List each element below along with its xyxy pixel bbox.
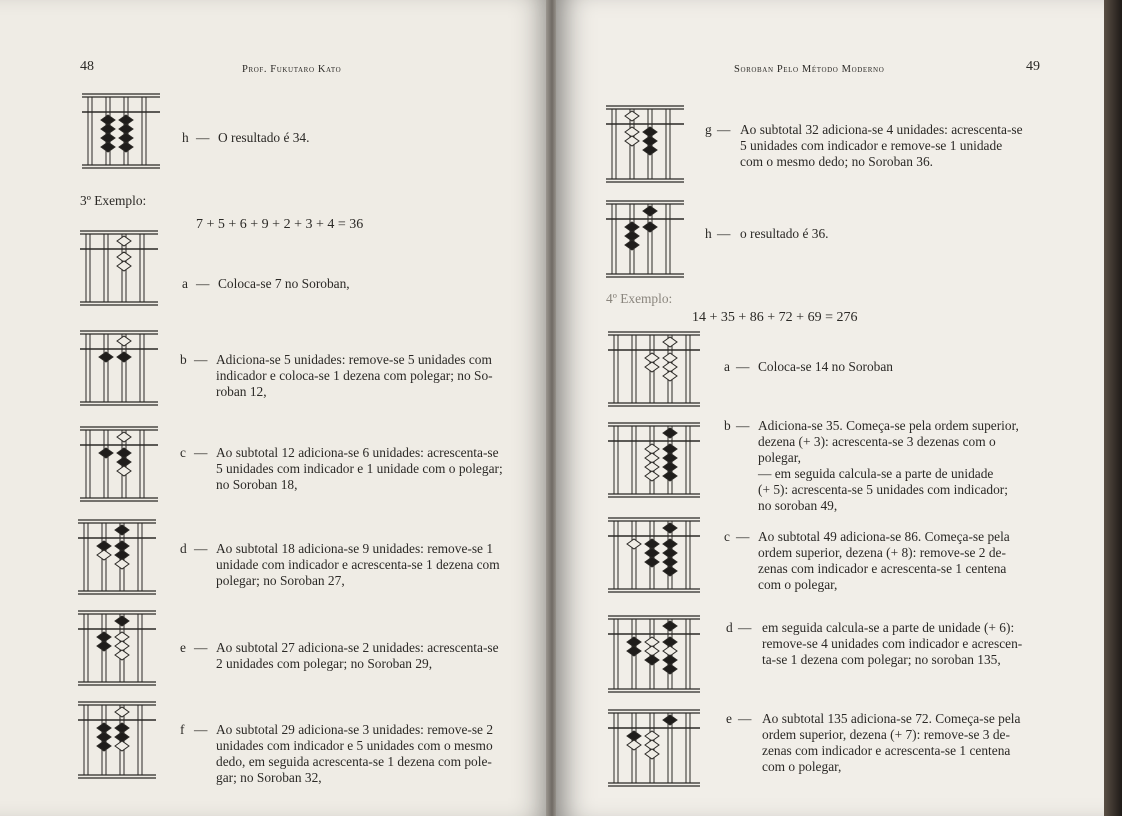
step-h-line: O resultado é 34. — [218, 130, 310, 145]
example-heading: 3º Exemplo: — [80, 193, 147, 208]
step-e-line-3: zenas com indicador e acrescenta-se 1 centena — [762, 743, 1011, 758]
step-b-line-4: — em seguida calcula-se a parte de unidade — [758, 466, 994, 481]
step-e-line-2: 2 unidades com polegar; no Soroban 29, — [216, 656, 433, 671]
page-number: 49 — [1026, 59, 1040, 74]
step-g-letter: g — [705, 122, 712, 137]
soroban-diagram-c — [608, 516, 700, 594]
step-c-line-1: Ao subtotal 49 adiciona-se 86. Começa-se pela — [758, 529, 1010, 544]
step-c-line-3: zenas com indicador e acrescenta-se 1 centena — [758, 561, 1007, 576]
soroban-diagram-h — [606, 199, 684, 279]
step-h-letter: h — [705, 226, 712, 241]
step-c-dash: — — [194, 445, 208, 460]
step-d-line-3: polegar; no Soroban 27, — [216, 573, 345, 588]
step-d-line-2: remove-se 4 unidades com indicador e acrescen- — [762, 636, 1023, 651]
example-equation: 14 + 35 + 86 + 72 + 69 = 276 — [692, 310, 858, 325]
soroban-diagram-d — [78, 518, 156, 596]
example-heading: 4º Exemplo: — [606, 291, 673, 306]
step-e-dash: — — [738, 711, 752, 726]
soroban-diagram-g — [606, 104, 684, 184]
step-c-dash: — — [736, 529, 750, 544]
step-h-dash: — — [717, 226, 731, 241]
step-b-line-1: Adiciona-se 35. Começa-se pela ordem superior, — [758, 418, 1019, 433]
running-head: Prof. Fukutaro Kato — [242, 64, 342, 75]
step-h-dash: — — [196, 130, 210, 145]
right-page — [556, 0, 1104, 816]
step-e-line-2: ordem superior, dezena (+ 7): remove-se 3 de- — [762, 727, 1010, 742]
step-d-line-3: ta-se 1 dezena com polegar; no soroban 135, — [762, 652, 1001, 667]
running-head: Soroban Pelo Método Moderno — [734, 64, 885, 75]
step-c-line-1: Ao subtotal 12 adiciona-se 6 unidades: acrescenta-se — [216, 445, 499, 460]
book-edge — [1104, 0, 1122, 816]
step-b-line-2: dezena (+ 3): acrescenta-se 3 dezenas com o — [758, 434, 996, 449]
step-d-line-1: Ao subtotal 18 adiciona-se 9 unidades: remove-se 1 — [216, 541, 494, 556]
step-b-line-3: roban 12, — [216, 384, 267, 399]
step-h-letter: h — [182, 130, 189, 145]
step-d-line-1: em seguida calcula-se a parte de unidade (+ 6): — [762, 620, 1015, 635]
step-c-letter: c — [724, 529, 730, 544]
step-d-letter: d — [180, 541, 187, 556]
step-d-line-2: unidade com indicador e acrescenta-se 1 dezena com — [216, 557, 500, 572]
soroban-diagram-f — [78, 700, 156, 780]
step-b-line-1: Adiciona-se 5 unidades: remove-se 5 unidades com — [216, 352, 492, 367]
step-c-line-4: com o polegar, — [758, 577, 838, 592]
example-equation: 7 + 5 + 6 + 9 + 2 + 3 + 4 = 36 — [196, 217, 364, 232]
step-a-letter: a — [182, 276, 188, 291]
step-b-letter: b — [180, 352, 187, 367]
step-f-line-1: Ao subtotal 29 adiciona-se 3 unidades: remove-se 2 — [216, 722, 494, 737]
soroban-diagram-b — [80, 329, 158, 407]
step-f-line-3: dedo, em seguida acrescenta-se 1 dezena com pole- — [216, 754, 492, 769]
step-c-letter: c — [180, 445, 186, 460]
step-b-letter: b — [724, 418, 731, 433]
step-f-letter: f — [180, 722, 185, 737]
step-e-letter: e — [180, 640, 186, 655]
step-a-dash: — — [196, 276, 210, 291]
step-b-line-5: (+ 5): acrescenta-se 5 unidades com indicador; — [758, 482, 1008, 497]
soroban-diagram-a — [80, 229, 158, 307]
soroban-diagram-h — [82, 92, 160, 170]
step-e-letter: e — [726, 711, 732, 726]
step-a-line: Coloca-se 7 no Soroban, — [218, 276, 350, 291]
step-a-line: Coloca-se 14 no Soroban — [758, 359, 893, 374]
step-d-dash: — — [738, 620, 752, 635]
step-a-dash: — — [736, 359, 750, 374]
step-d-letter: d — [726, 620, 733, 635]
step-e-dash: — — [194, 640, 208, 655]
step-c-line-3: no Soroban 18, — [216, 477, 298, 492]
step-e-line-1: Ao subtotal 27 adiciona-se 2 unidades: acrescenta-se — [216, 640, 499, 655]
soroban-diagram-c — [80, 425, 158, 503]
soroban-diagram-b — [608, 421, 700, 499]
step-f-dash: — — [194, 722, 208, 737]
soroban-diagram-d — [608, 614, 700, 694]
step-g-line-3: com o mesmo dedo; no Soroban 36. — [740, 154, 934, 169]
left-page — [0, 0, 548, 816]
step-b-line-2: indicador e coloca-se 1 dezena com polegar; no So- — [216, 368, 493, 383]
step-e-line-4: com o polegar, — [762, 759, 842, 774]
step-g-line-1: Ao subtotal 32 adiciona-se 4 unidades: acrescenta-se — [740, 122, 1023, 137]
page-number: 48 — [80, 59, 94, 74]
soroban-diagram-a — [608, 330, 700, 408]
step-g-dash: — — [717, 122, 731, 137]
step-a-letter: a — [724, 359, 730, 374]
step-b-line-3: polegar, — [758, 450, 801, 465]
step-d-dash: — — [194, 541, 208, 556]
step-g-line-2: 5 unidades com indicador e remove-se 1 unidade — [740, 138, 1003, 153]
step-b-dash: — — [194, 352, 208, 367]
step-c-line-2: 5 unidades com indicador e 1 unidade com o polegar; — [216, 461, 503, 476]
step-b-dash: — — [736, 418, 750, 433]
step-e-line-1: Ao subtotal 135 adiciona-se 72. Começa-se pela — [762, 711, 1021, 726]
soroban-diagram-e — [78, 609, 156, 687]
step-c-line-2: ordem superior, dezena (+ 8): remove-se 2 de- — [758, 545, 1006, 560]
soroban-diagram-e — [608, 708, 700, 788]
step-f-line-2: unidades com indicador e 5 unidades com o mesmo — [216, 738, 493, 753]
step-f-line-4: gar; no Soroban 32, — [216, 770, 322, 785]
step-h-line: o resultado é 36. — [740, 226, 829, 241]
step-b-line-6: no soroban 49, — [758, 498, 838, 513]
